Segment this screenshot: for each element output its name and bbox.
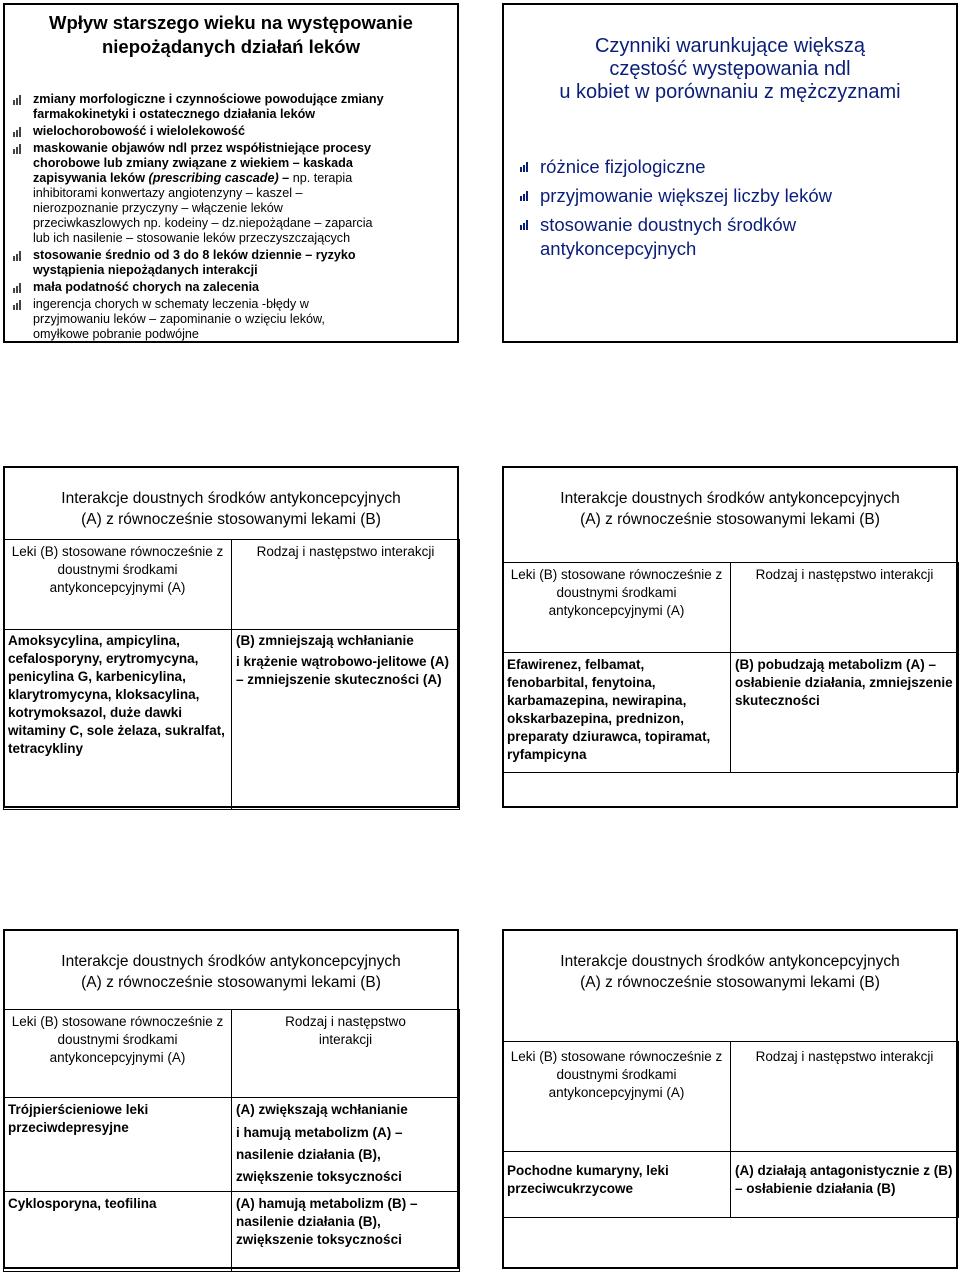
list-item: mała podatność chorych na zalecenia [11,280,449,295]
bullet-icon [13,283,25,293]
list-item: wielochorobowość i wielolekowość [11,124,449,139]
slide-interactions-3 [3,929,459,1269]
table-row [503,1152,959,1218]
slide-title: Czynniki warunkujące większą częstość występowania ndl u kobiet w porównaniu z mężczyznami [559,35,901,103]
effect-cell: (B) pobudzają metabolizm (A) – osłabienie działania, zmniejszenie skuteczności [731,653,959,773]
col-head-effect: Rodzaj i następstwo interakcji [232,1010,460,1098]
bullet-icon [13,95,25,105]
slide-elderly-adr [3,3,459,343]
effect-cell: (A) zwiększają wchłanianie i hamują metabolizm (A) – nasilenie działania (B), zwiększenie toksyczności [232,1098,460,1192]
table-row [4,1098,460,1192]
col-head-drugs: Leki (B) stosowane równocześnie z doustnymi środkami antykoncepcyjnymi (A) [503,1042,731,1152]
list-item: maskowanie objawów ndl przez współistniejące procesy chorobowe lub zmiany związane z wiekiem – kaskada zapisywania leków (prescribing cascade) – np. terapia inhibitorami konwertazy angiotenzyny – kaszel – nierozpoznanie przyczyny – włączenie leków przeciwkaszlowych np. kodeiny – dz.niepożądane – zaparcia lub ich nasilenie – stosowanie leków przeczyszczających [11,141,449,246]
table-row [503,653,959,773]
bullet-icon [13,300,25,310]
slide-title: Interakcje doustnych środków antykoncepcyjnych (A) z równocześnie stosowanymi lekami (B) [560,953,900,991]
col-head-effect: Rodzaj i następstwo interakcji [731,563,959,653]
table-header-row [503,1042,959,1152]
list-item: stosowanie doustnych środków antykoncepcyjnych [518,213,948,261]
col-head-drugs: Leki (B) stosowane równocześnie z doustnymi środkami antykoncepcyjnymi (A) [4,540,232,630]
col-head-effect: Rodzaj i następstwo interakcji [731,1042,959,1152]
effect-cell: (A) hamują metabolizm (B) – nasilenie działania (B), zwiększenie toksyczności [232,1192,460,1272]
slide-title: Interakcje doustnych środków antykoncepcyjnych (A) z równocześnie stosowanymi lekami (B) [61,490,401,528]
interaction-table [502,562,959,773]
slide-interactions-4 [502,929,958,1269]
effect-cell: (A) działają antagonistycznie z (B) – osłabienie działania (B) [731,1152,959,1218]
drugs-cell: Trójpierścieniowe leki przeciwdepresyjne [4,1098,232,1192]
table-header-row [4,540,460,630]
list-item: ingerencja chorych w schematy leczenia -błędy w przyjmowaniu leków – zapominanie o wzięciu leków, omyłkowe pobranie podwójne [11,297,449,342]
interaction-table [502,1041,959,1218]
slide-title: Interakcje doustnych środków antykoncepcyjnych (A) z równocześnie stosowanymi lekami (B) [560,490,900,528]
interaction-table [3,539,460,810]
bullet-icon [520,162,532,172]
list-item: zmiany morfologiczne i czynnościowe powodujące zmiany farmakokinetyki i ostatecznego działania leków [11,92,449,122]
bullet-icon [13,127,25,137]
table-header-row [4,1010,460,1098]
slide-title: Interakcje doustnych środków antykoncepcyjnych (A) z równocześnie stosowanymi lekami (B) [61,953,401,991]
drugs-cell: Pochodne kumaryny, leki przeciwcukrzycowe [503,1152,731,1218]
list-item: różnice fizjologiczne [518,155,948,179]
col-head-effect: Rodzaj i następstwo interakcji [232,540,460,630]
slide-interactions-2 [502,466,958,808]
list-item: stosowanie średnio od 3 do 8 leków dziennie – ryzyko wystąpienia niepożądanych interakcji [11,248,449,278]
effect-cell: (B) zmniejszają wchłanianie i krążenie wątrobowo-jelitowe (A) – zmniejszenie skuteczności (A) [232,630,460,810]
bullet-icon [520,220,532,230]
col-head-drugs: Leki (B) stosowane równocześnie z doustnymi środkami antykoncepcyjnymi (A) [503,563,731,653]
drugs-cell: Efawirenez, felbamat, fenobarbital, fenytoina, karbamazepina, newirapina, okskarbazepina, prednizon, preparaty dziurawca, topiramat, ryfampicyna [503,653,731,773]
factor-list [11,90,449,342]
table-row [4,1192,460,1272]
slide-interactions-1 [3,466,459,808]
col-head-drugs: Leki (B) stosowane równocześnie z doustnymi środkami antykoncepcyjnymi (A) [4,1010,232,1098]
table-row [4,630,460,810]
interaction-table [3,1009,460,1272]
list-item: przyjmowanie większej liczby leków [518,184,948,208]
bullet-icon [13,144,25,154]
table-header-row [503,563,959,653]
slide-women-adr [502,3,958,343]
slide-title: Wpływ starszego wieku na występowanie niepożądanych działań leków [49,12,413,57]
drugs-cell: Amoksycylina, ampicylina, cefalosporyny, erytromycyna, penicylina G, karbenicylina, klarytromycyna, kloksacylina, kotrymoksazol, duże dawki witaminy C, sole żelaza, sukralfat, tetracykliny [4,630,232,810]
factor-list [518,155,948,266]
bullet-icon [520,191,532,201]
bullet-icon [13,251,25,261]
drugs-cell: Cyklosporyna, teofilina [4,1192,232,1272]
